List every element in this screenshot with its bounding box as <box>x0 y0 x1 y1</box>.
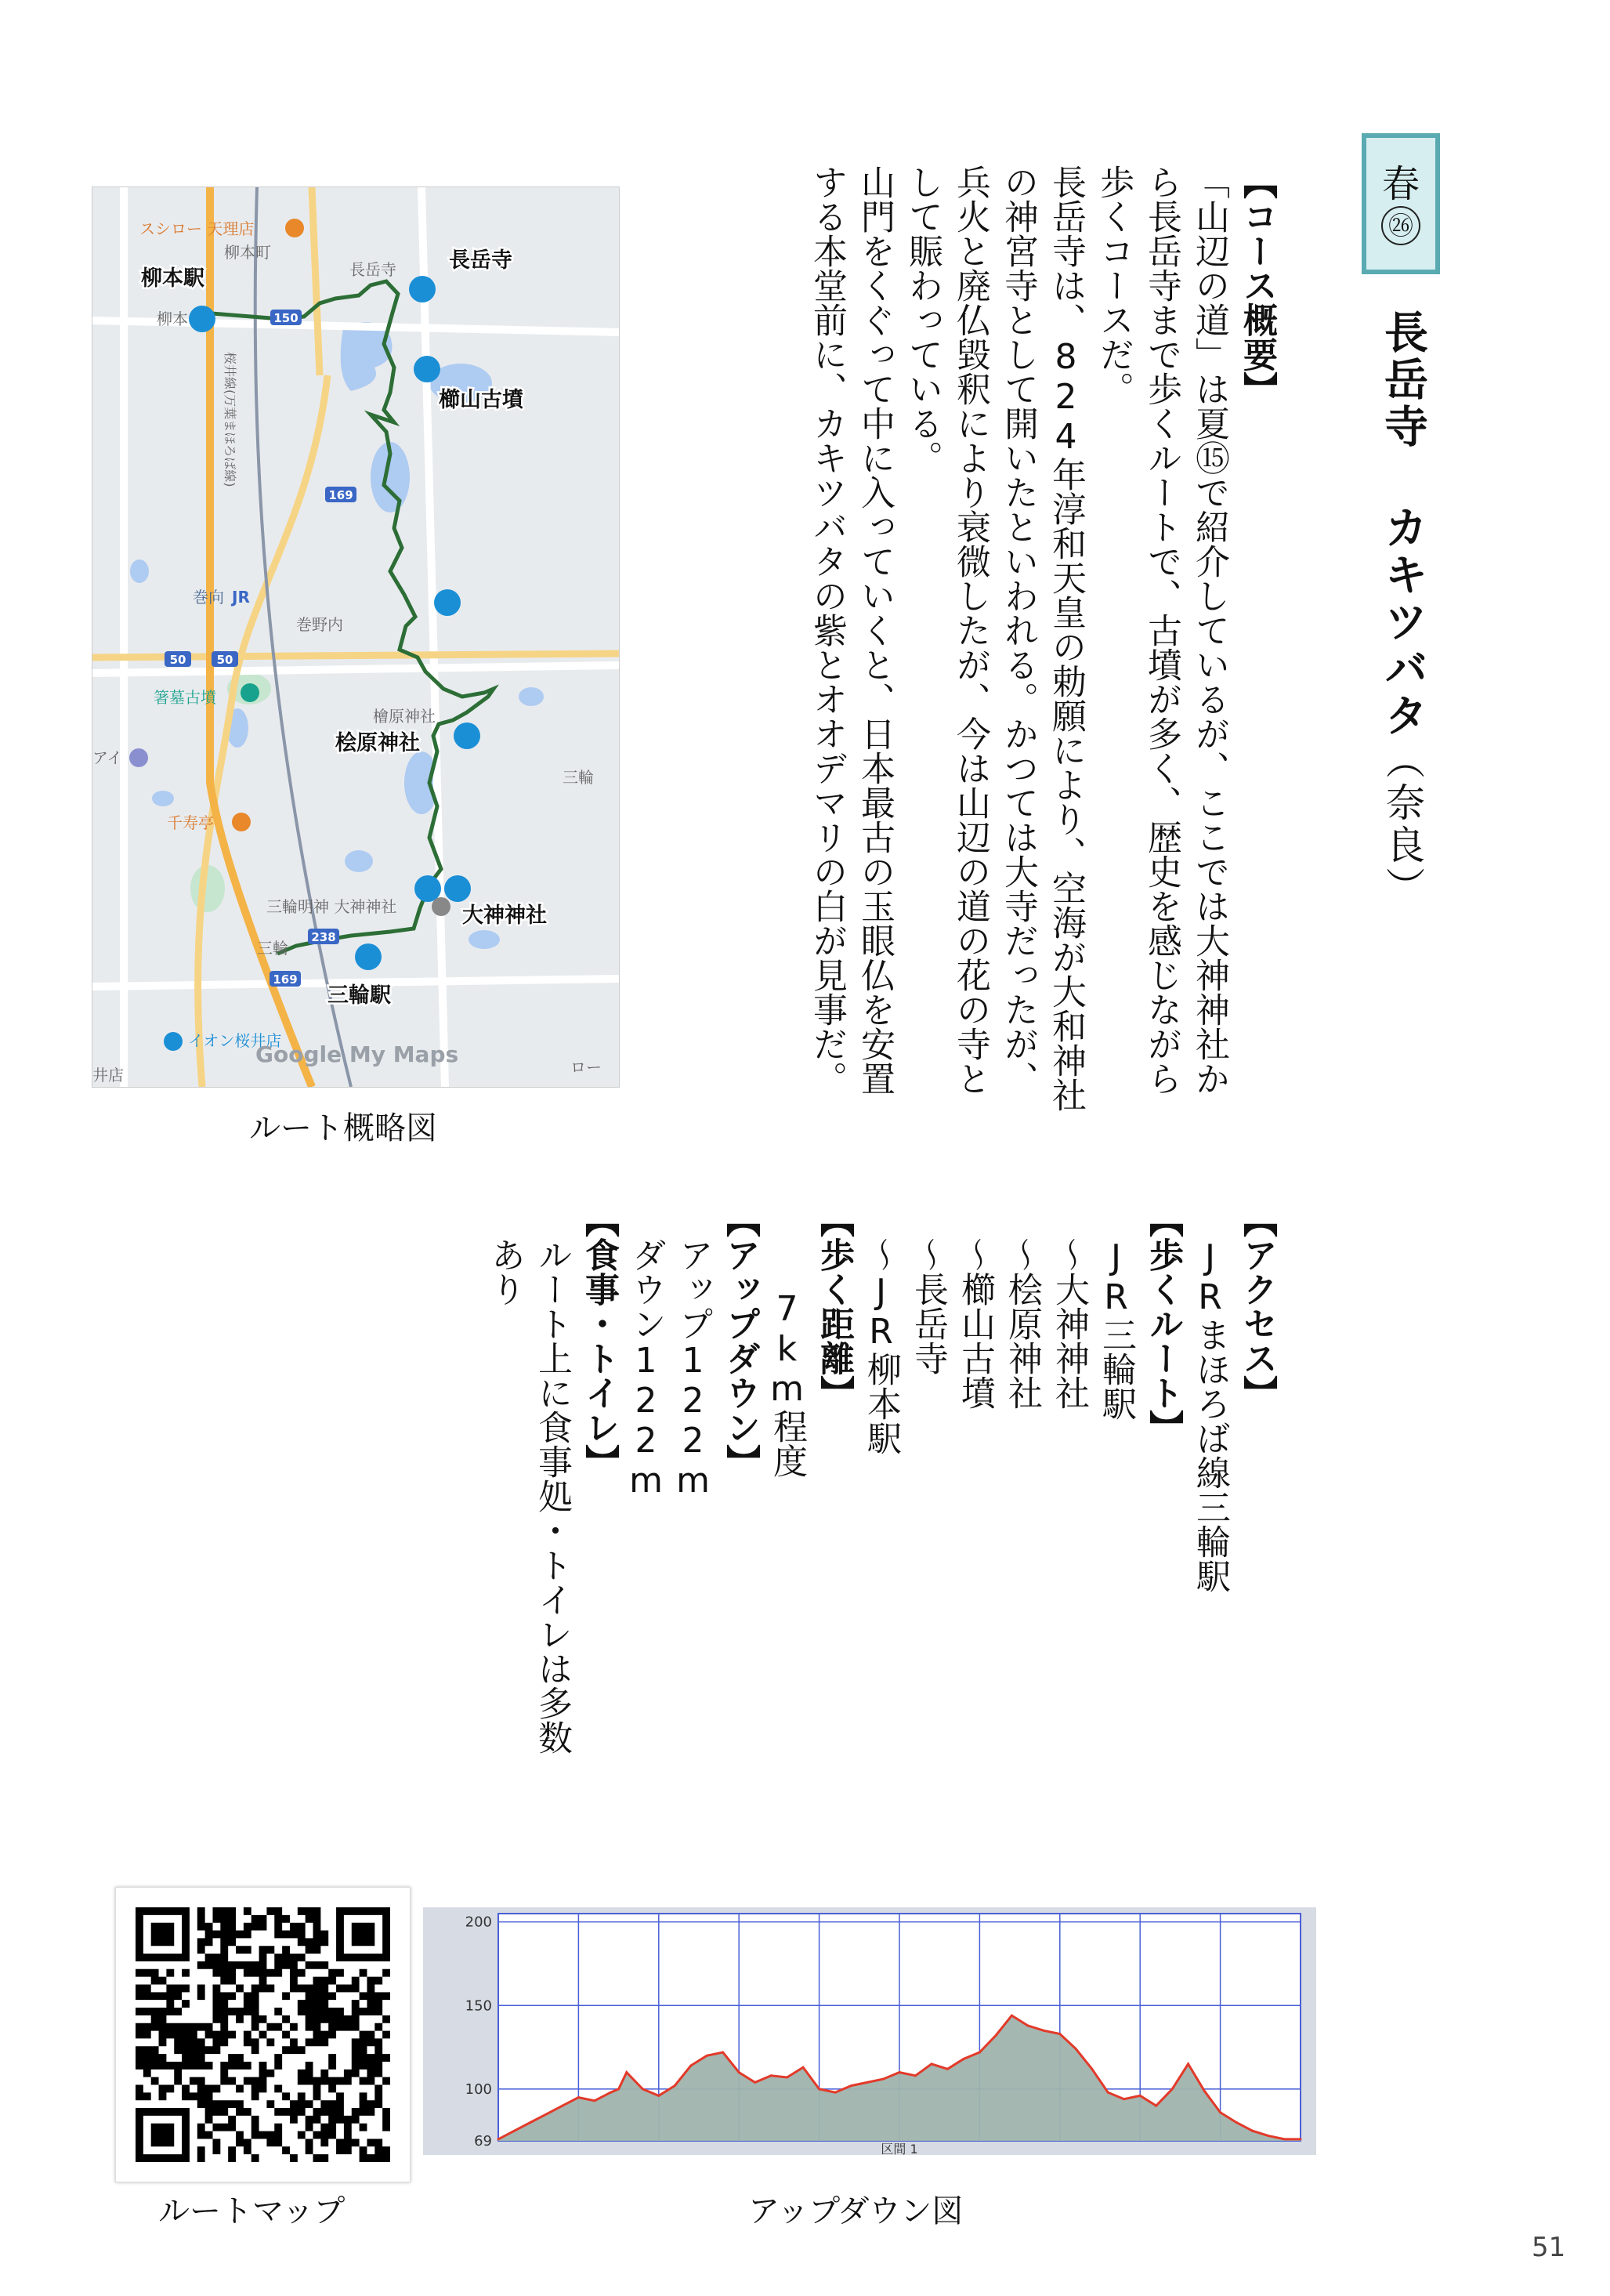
chart-data-point <box>962 2058 964 2060</box>
route-step: ～JR柳本駅 <box>861 1237 901 1455</box>
map-caption: ルート概略図 <box>249 1110 437 1146</box>
chart-data-point <box>1011 2015 1013 2017</box>
chart-x-label: 区間 1 <box>881 2142 918 2155</box>
route-step: ～長岳寺 <box>908 1237 948 1375</box>
store-label: 井店 <box>92 1066 124 1085</box>
chart-data-point <box>994 2034 997 2037</box>
distance-text: 7km程度 <box>767 1289 807 1478</box>
map-label-chogakuji: 長岳寺 <box>449 248 512 273</box>
chart-data-point <box>1139 2095 1141 2097</box>
chart-data-point <box>610 2091 612 2094</box>
hibara-small-label: 檜原神社 <box>373 707 436 726</box>
course-info <box>481 1203 1280 1806</box>
map-label-hibara: 桧原神社 <box>335 731 420 755</box>
chart-y-tick-label: 69 <box>474 2133 492 2149</box>
chart-data-point <box>899 2071 901 2073</box>
overview-paragraph-2: 長岳寺は、824年淳和天皇の勅願により、空海が大和神社の神宮寺として開いたといわれる。かつては大寺だったが、兵火と廃仏毀釈により衰微したが、今は山辺の道の花の寺として賑わっている。 <box>903 165 1086 1112</box>
miwa-right-label: 三輪 <box>563 768 594 787</box>
chart-data-point <box>1155 2105 1157 2107</box>
chart-data-point <box>657 2095 660 2097</box>
chart-data-point <box>1236 2121 1238 2124</box>
chart-data-point <box>513 2130 516 2132</box>
overview-paragraph-1: 「山辺の道」は夏⑮で紹介しているが、ここでは大神神社から長岳寺まで歩くルートで、古墳が多く、歴史を感じながら歩くコースだ。 <box>1094 165 1229 1095</box>
updown-heading: 【アップダウン】 <box>720 1203 760 1479</box>
qr-code-svg <box>116 1888 410 2182</box>
elevation-chart <box>423 1907 1316 2155</box>
chart-data-point <box>786 2077 788 2079</box>
chart-data-point <box>706 2055 708 2057</box>
route-map-svg <box>92 187 619 1087</box>
chart-data-point <box>545 2113 548 2115</box>
route-heading: 【歩くルート】 <box>1143 1203 1183 1444</box>
map-label-omiwa: 大神神社 <box>462 904 547 928</box>
elevation-chart-svg <box>423 1907 1316 2155</box>
chart-data-point <box>770 2074 772 2077</box>
chart-data-point <box>834 2091 837 2094</box>
road-50-label: 50 <box>216 653 233 667</box>
map-label-kushiyama: 櫛山古墳 <box>439 388 523 412</box>
jr-label: JR <box>232 588 250 607</box>
chart-data-point <box>802 2066 805 2069</box>
map-label-yanagimoto: 柳本駅 <box>141 266 204 291</box>
chart-data-point <box>1187 2062 1189 2065</box>
miwamyojin-label: 三輪明神 大神神社 <box>266 897 397 916</box>
sushiro-label: スシロー 天理店 <box>139 219 255 238</box>
chart-data-point <box>1251 2130 1254 2132</box>
facilities-heading: 【食事・トイレ】 <box>579 1203 619 1479</box>
facilities-line2: あり <box>485 1237 525 1306</box>
chogakuji-small-label: 長岳寺 <box>349 260 396 279</box>
overview-heading: 【コース概要】 <box>1237 165 1277 406</box>
chart-data-point <box>561 2105 563 2107</box>
chart-data-point <box>722 2052 724 2054</box>
chart-data-point <box>1219 2111 1221 2113</box>
road-169-label: 169 <box>328 488 353 502</box>
route-step: ～櫛山古墳 <box>955 1237 995 1410</box>
miwa-small-label: 三輪 <box>257 939 288 958</box>
route-step: ～桧原神社 <box>1002 1237 1042 1410</box>
qr-caption: ルートマップ <box>158 2193 346 2229</box>
road-169-label: 169 <box>273 972 298 987</box>
lawson-label: ロー <box>570 1058 602 1077</box>
chart-data-point <box>931 2062 933 2065</box>
chart-data-point <box>1026 2024 1029 2026</box>
qr-finder-pattern <box>151 1923 175 1947</box>
qr-finder-pattern <box>352 1923 375 1947</box>
updown-down: ダウン122m <box>626 1237 666 1501</box>
season-label: 春 <box>1381 162 1420 206</box>
chart-data-point <box>1075 2048 1077 2050</box>
distance-heading: 【歩く距離】 <box>814 1203 854 1410</box>
chart-data-point <box>642 2088 644 2090</box>
chart-data-point <box>850 2084 852 2087</box>
chart-y-tick-label: 200 <box>465 1914 492 1931</box>
chart-data-point <box>867 2081 869 2084</box>
chart-y-tick-label: 150 <box>465 1997 492 2015</box>
road-50-label: 50 <box>169 653 186 667</box>
facilities-line1: ルート上に食事処・トイレは多数 <box>532 1237 572 1755</box>
route-map <box>92 187 620 1088</box>
chart-data-point <box>738 2071 740 2073</box>
chart-data-point <box>1058 2033 1061 2035</box>
title-main: 長岳寺 カキツバタ <box>1377 310 1428 740</box>
chart-data-point <box>1123 2098 1125 2100</box>
chart-caption: アップダウン図 <box>748 2193 964 2229</box>
yanagimoto-small-label: 柳本 <box>157 310 188 328</box>
sakurai-line-label: 桜井線(万葉まほろば線) <box>223 352 237 487</box>
ai-label: アイ <box>92 748 123 767</box>
chart-data-point <box>1171 2088 1174 2090</box>
route-step: ～大神神社 <box>1049 1237 1089 1410</box>
chart-data-point <box>979 2052 981 2054</box>
road-150-label: 150 <box>273 311 298 325</box>
chart-y-tick-label: 100 <box>465 2081 492 2098</box>
chart-data-point <box>1043 2030 1045 2032</box>
chart-data-point <box>754 2081 756 2084</box>
title-sub: （奈良） <box>1380 740 1425 909</box>
yanagimoto-cho-label: 柳本町 <box>224 243 271 262</box>
access-heading: 【アクセス】 <box>1237 1203 1277 1410</box>
chart-data-point <box>1091 2068 1093 2070</box>
chart-data-point <box>674 2084 676 2087</box>
map-label-miwa: 三輪駅 <box>327 983 391 1008</box>
hashihaka-label: 箸墓古墳 <box>154 688 216 707</box>
chart-data-point <box>625 2071 628 2073</box>
page-number: 51 <box>1532 2232 1566 2263</box>
access-text: JRまほろば線三輪駅 <box>1190 1237 1230 1593</box>
chart-data-point <box>1300 2138 1302 2140</box>
page-title <box>1375 310 1430 909</box>
chart-data-point <box>1283 2138 1286 2140</box>
google-my-maps-brand: Google My Maps <box>255 1041 459 1067</box>
road-238-label: 238 <box>311 930 336 944</box>
senjutei-label: 千寿亭 <box>167 813 214 832</box>
chart-data-point <box>617 2088 620 2090</box>
qr-finder-pattern <box>151 2124 175 2147</box>
chart-data-point <box>818 2088 820 2090</box>
chart-data-point <box>497 2138 500 2140</box>
aeon-label: イオン桜井店 <box>188 1031 282 1050</box>
chart-data-point <box>530 2121 532 2124</box>
season-badge <box>1362 133 1440 274</box>
chart-data-point <box>1268 2135 1270 2137</box>
chart-data-point <box>946 2068 949 2070</box>
chart-data-point <box>1203 2090 1206 2092</box>
chart-data-point <box>882 2078 885 2081</box>
updown-up: アップ122m <box>673 1237 713 1501</box>
qr-code <box>115 1887 411 2182</box>
route-step: JR三輪駅 <box>1096 1237 1136 1421</box>
season-number: ㉖ <box>1381 206 1420 245</box>
course-overview <box>685 165 1280 1128</box>
map-water <box>130 322 544 949</box>
makimuku-label: 巻向 <box>193 588 224 607</box>
chart-data-point <box>1107 2091 1109 2094</box>
makinouchi-label: 巻野内 <box>296 615 343 634</box>
chart-data-point <box>689 2065 692 2067</box>
chart-data-point <box>914 2074 917 2077</box>
chart-data-point <box>577 2096 580 2099</box>
overview-paragraph-3: 山門をくぐって中に入っていくと、日本最古の玉眼仏を安置する本堂前に、カキツバタの紫とオオデマリの白が見事だ。 <box>807 165 895 1095</box>
chart-data-point <box>593 2099 595 2102</box>
